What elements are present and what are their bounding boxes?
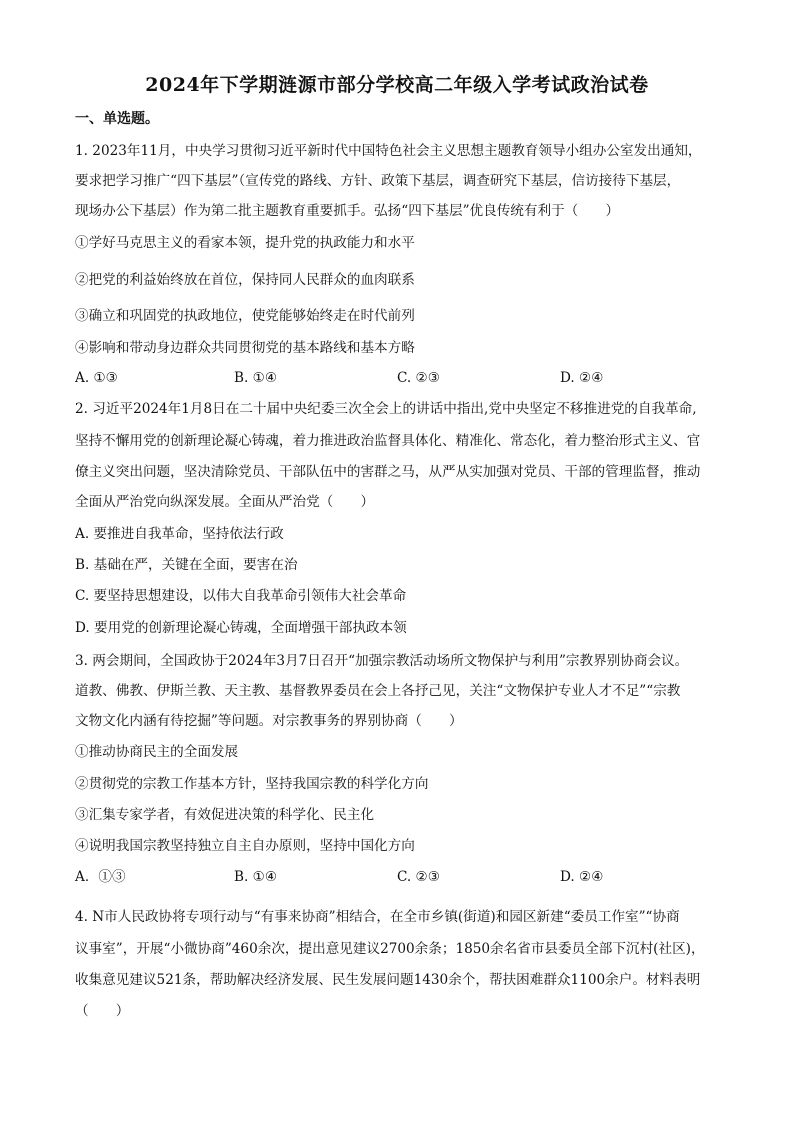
- section-heading: 一、单选题。: [75, 111, 159, 127]
- q1-option-b[interactable]: B. ①④: [234, 370, 278, 386]
- q2-option-d[interactable]: D. 要用党的创新理论凝心铸魂，全面增强干部执政本领: [75, 620, 407, 636]
- q1-statement: ①学好马克思主义的看家本领，提升党的执政能力和水平: [75, 235, 415, 251]
- page-title: 2024年下学期涟源市部分学校高二年级入学考试政治试卷: [145, 74, 649, 96]
- q2-stem-line: 坚持不懈用党的创新理论凝心铸魂，着力推进政治监督具体化、精准化、常态化，着力整治形式主义、官: [75, 433, 701, 449]
- q2-stem-line: 全面从严治党向纵深发展。全面从严治党（ ）: [75, 494, 375, 510]
- q4-stem-line: 收集意见建议521条，帮助解决经济发展、民生发展问题1430余个，帮扶困难群众1100余户。材料表明: [75, 972, 701, 988]
- q3-stem-line: 文物文化内涵有待挖掘”等问题。对宗教事务的界别协商（ ）: [75, 713, 463, 729]
- q4-stem-line: 议事室”，开展“小微协商”460余次，提出意见建议2700余条；1850余名省市县委员全部下沉村(社区)，: [75, 941, 705, 957]
- q4-stem-line: （ ）: [75, 1003, 130, 1019]
- q2-option-b[interactable]: B. 基础在严，关键在全面，要害在治: [75, 557, 298, 573]
- q1-stem-line: 现场办公下基层）作为第二批主题教育重要抓手。弘扬“四下基层”优良传统有利于（ ）: [75, 203, 620, 219]
- q3-stem-line: 3. 两会期间，全国政协于2024年3月7日召开“加强宗教活动场所文物保护与利用”宗教界别协商会议。: [75, 653, 689, 669]
- q1-statement: ③确立和巩固党的执政地位，使党能够始终走在时代前列: [75, 308, 415, 324]
- q1-option-a[interactable]: A. ①③: [75, 370, 118, 386]
- q1-option-c[interactable]: C. ②③: [397, 370, 440, 386]
- q3-stem-line: 道教、佛教、伊斯兰教、天主教、基督教界委员在会上各抒己见，关注“文物保护专业人才不足”“宗教: [75, 683, 681, 699]
- q1-stem-line: 要求把学习推广“四下基层”（宣传党的路线、方针、政策下基层，调查研究下基层，信访接待下基层，: [75, 173, 681, 189]
- q2-option-a[interactable]: A. 要推进自我革命，坚持依法行政: [75, 526, 284, 542]
- q1-statement: ②把党的利益始终放在首位，保持同人民群众的血肉联系: [75, 272, 415, 288]
- q3-statement: ①推动协商民主的全面发展: [75, 744, 239, 760]
- q2-stem-line: 僚主义突出问题，坚决清除党员、干部队伍中的害群之马，从严从实加强对党员、干部的管理监督，推动: [75, 464, 701, 480]
- q2-option-c[interactable]: C. 要坚持思想建设，以伟大自我革命引领伟大社会革命: [75, 588, 407, 604]
- q1-statement: ④影响和带动身边群众共同贯彻党的基本路线和基本方略: [75, 340, 415, 356]
- q3-statement: ③汇集专家学者，有效促进决策的科学化、民主化: [75, 807, 375, 823]
- q1-stem-line: 1. 2023年11月，中央学习贯彻习近平新时代中国特色社会主义思想主题教育领导小组办公室发出通知，: [75, 143, 702, 159]
- q3-option-b[interactable]: B. ①④: [234, 869, 278, 885]
- q3-option-a[interactable]: A．①③: [75, 869, 126, 885]
- q3-option-d[interactable]: D. ②④: [560, 869, 604, 885]
- q2-stem-line: 2. 习近平2024年1月8日在二十届中央纪委三次全会上的讲话中指出,党中央坚定不移推进党的自我革命,: [75, 401, 697, 417]
- q3-statement: ②贯彻党的宗教工作基本方针，坚持我国宗教的科学化方向: [75, 776, 429, 792]
- q3-option-c[interactable]: C. ②③: [397, 869, 440, 885]
- q3-statement: ④说明我国宗教坚持独立自主自办原则，坚持中国化方向: [75, 838, 415, 854]
- q1-option-d[interactable]: D. ②④: [560, 370, 604, 386]
- q4-stem-line: 4. N市人民政协将专项行动与“有事来协商”相结合，在全市乡镇(街道)和园区新建“委员工作室”“协商: [75, 909, 680, 925]
